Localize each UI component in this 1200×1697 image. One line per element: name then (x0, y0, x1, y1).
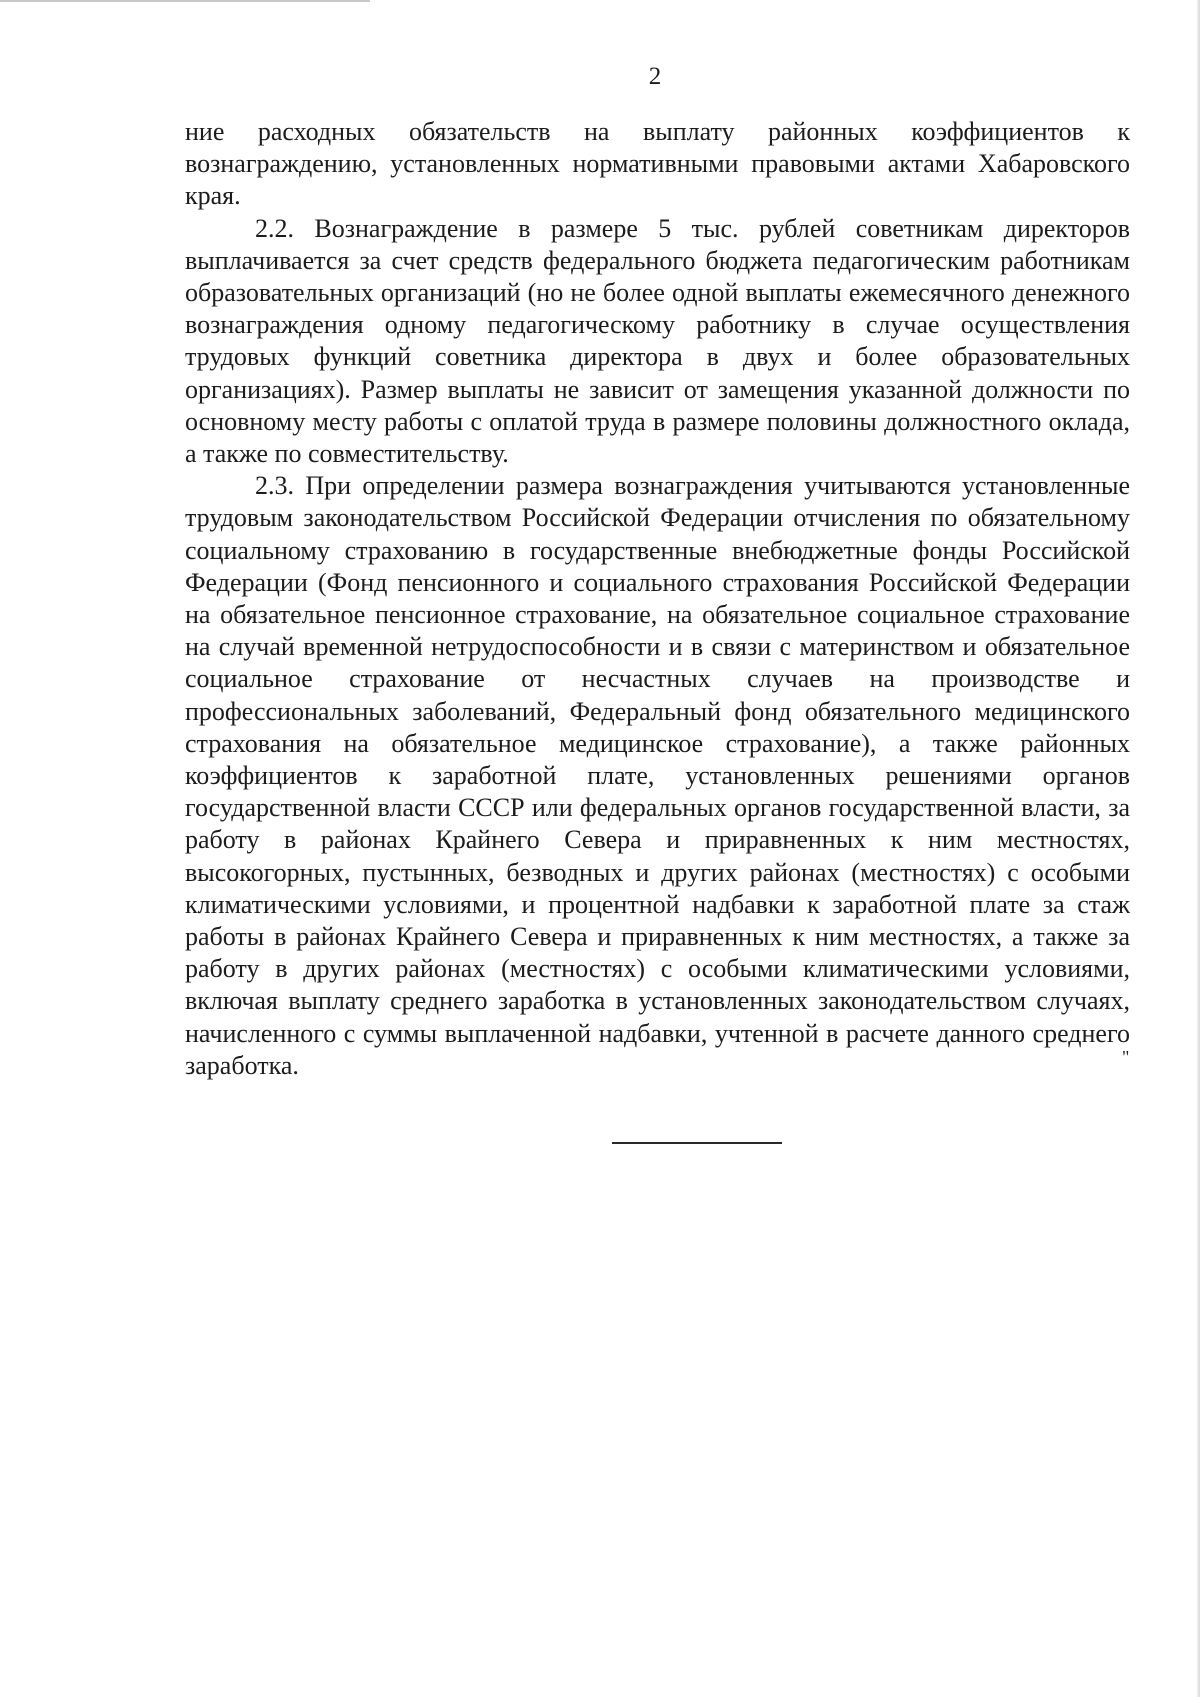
scan-edge-top (0, 0, 370, 2)
closing-quote-mark: " (1122, 1047, 1130, 1067)
document-body (185, 116, 1130, 1082)
end-separator-line (612, 1142, 782, 1144)
paragraph-2-2: 2.2. Вознаграждение в размере 5 тыс. рублей советникам директоров выплачивается за счет средств федерального бюджета педагогическим работникам образовательных организаций (но не более одной выплаты ежемесячного денежного вознаграждения одному педагогическому работнику в случае осуществления трудовых функций советника директора в двух и более образовательных организациях). Размер выплаты не зависит от замещения указанной должности по основному месту работы с оплатой труда в размере половины должностного оклада, а также по совместительству. (185, 213, 1130, 469)
paragraph-2-3: 2.3. При определении размера вознаграждения учитываются установленные трудовым законодательством Российской Федерации отчисления по обязательному социальному страхованию в государственные внебюджетные фонды Российской Федерации (Фонд пенсионного и социального страхования Российской Федерации на обязательное пенсионное страхование, на обязательное социальное страхование на случай временной нетрудоспособности и в связи с материнством и обязательное социальное страхование от несчастных случаев на производстве и профессиональных заболеваний, Федеральный фонд обязательного медицинского страхования на обязательное медицинское страхование), а также районных коэффициентов к заработной плате, установленных решениями органов государственной власти СССР или федеральных органов государственной власти, за работу в районах Крайнего Севера и приравненных к ним местностях, высокогорных, пустынных, безводных и других районах (местностях) с особыми климатическими условиями, и процентной надбавки к заработной плате за стаж работы в районах Крайнего Севера и приравненных к ним местностях, а также за работу в других районах (местностях) с особыми климатическими условиями, включая выплату среднего заработка в установленных законодательством случаях, начисленного с суммы выплаченной надбавки, учтенной в расчете данного среднего заработка. (185, 471, 1130, 1080)
paragraph-continuation: ние расходных обязательств на выплату районных коэффициентов к вознаграждению, установленных нормативными правовыми актами Хабаровского края. (185, 117, 1130, 211)
page-number: 2 (648, 63, 662, 90)
